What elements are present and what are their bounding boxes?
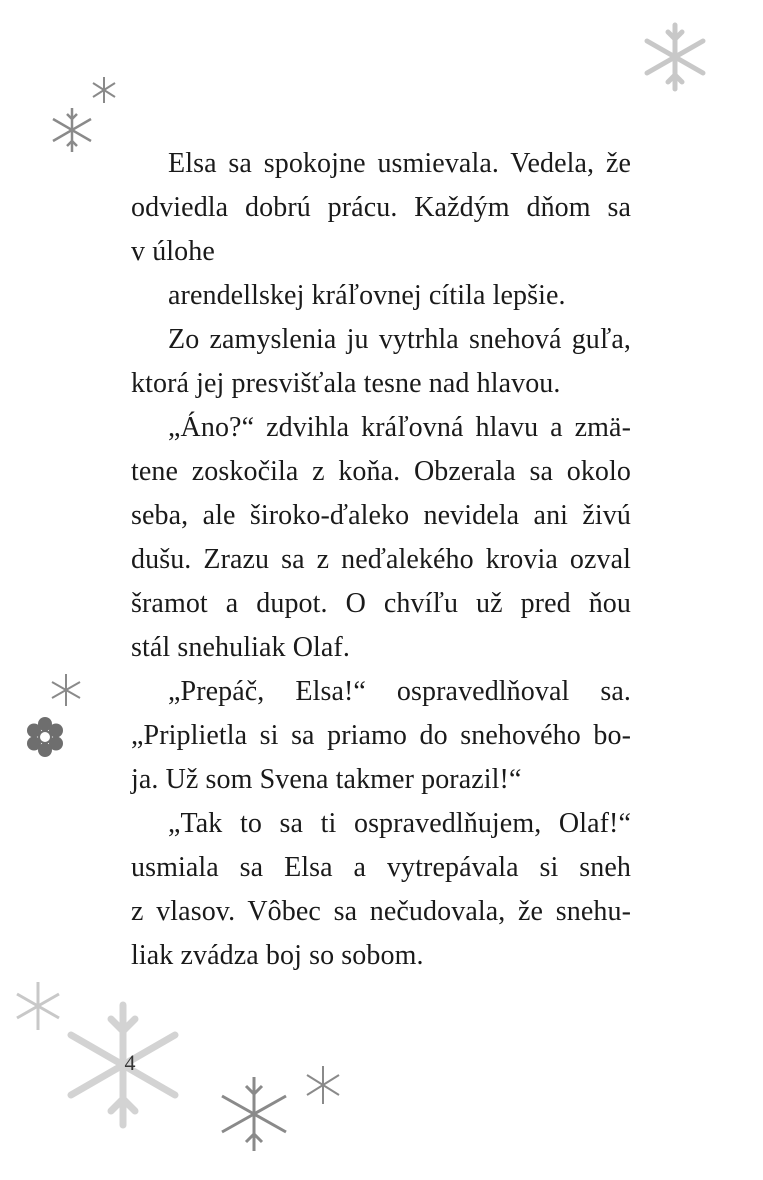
text-line: usmiala sa Elsa a vytrepávala si sneh <box>131 852 631 883</box>
snowflake-icon <box>302 1064 344 1106</box>
text-line: „Tak to sa ti ospravedlňujem, Olaf!“ <box>168 808 631 839</box>
text-line: odviedla dobrú prácu. Každým dňom sa <box>131 192 631 223</box>
text-line: arendellskej kráľovnej cítila lepšie. <box>168 280 566 311</box>
text-line: stál snehuliak Olaf. <box>131 632 350 663</box>
text-line: liak zvádza boj so sobom. <box>131 940 424 971</box>
snowflake-icon <box>90 76 118 104</box>
snowflake-icon <box>640 22 710 92</box>
text-line: v úlohe <box>131 236 215 267</box>
snowflake-icon <box>48 672 84 708</box>
text-line: seba, ale široko-ďaleko nevidela ani živú <box>131 500 631 531</box>
text-line: ktorá jej presvišťala tesne nad hlavou. <box>131 368 561 399</box>
flower-snowflake-icon <box>20 712 70 762</box>
page-number: 4 <box>124 1050 136 1075</box>
text-line: „Prepáč, Elsa!“ ospravedlňoval sa. <box>168 676 631 707</box>
text-line: dušu. Zrazu sa z neďalekého krovia ozval <box>131 544 631 575</box>
snowflake-icon <box>214 1074 294 1154</box>
text-line: Zo zamyslenia ju vytrhla snehová guľa, <box>168 324 631 355</box>
body-text <box>131 142 631 978</box>
text-line: šramot a dupot. O chvíľu už pred ňou <box>131 588 631 619</box>
text-line: Elsa sa spokojne usmievala. Vedela, že <box>168 148 631 179</box>
snowflake-icon <box>12 980 64 1032</box>
text-line: ja. Už som Svena takmer porazil!“ <box>131 764 522 795</box>
text-line: z vlasov. Vôbec sa nečudovala, že snehu- <box>131 896 631 927</box>
snowflake-icon <box>48 106 96 154</box>
text-line: „Áno?“ zdvihla kráľovná hlavu a zmä- <box>168 412 631 443</box>
text-line: „Priplietla si sa priamo do snehového bo- <box>131 720 631 751</box>
text-line: tene zoskočila z koňa. Obzerala sa okolo <box>131 456 631 487</box>
